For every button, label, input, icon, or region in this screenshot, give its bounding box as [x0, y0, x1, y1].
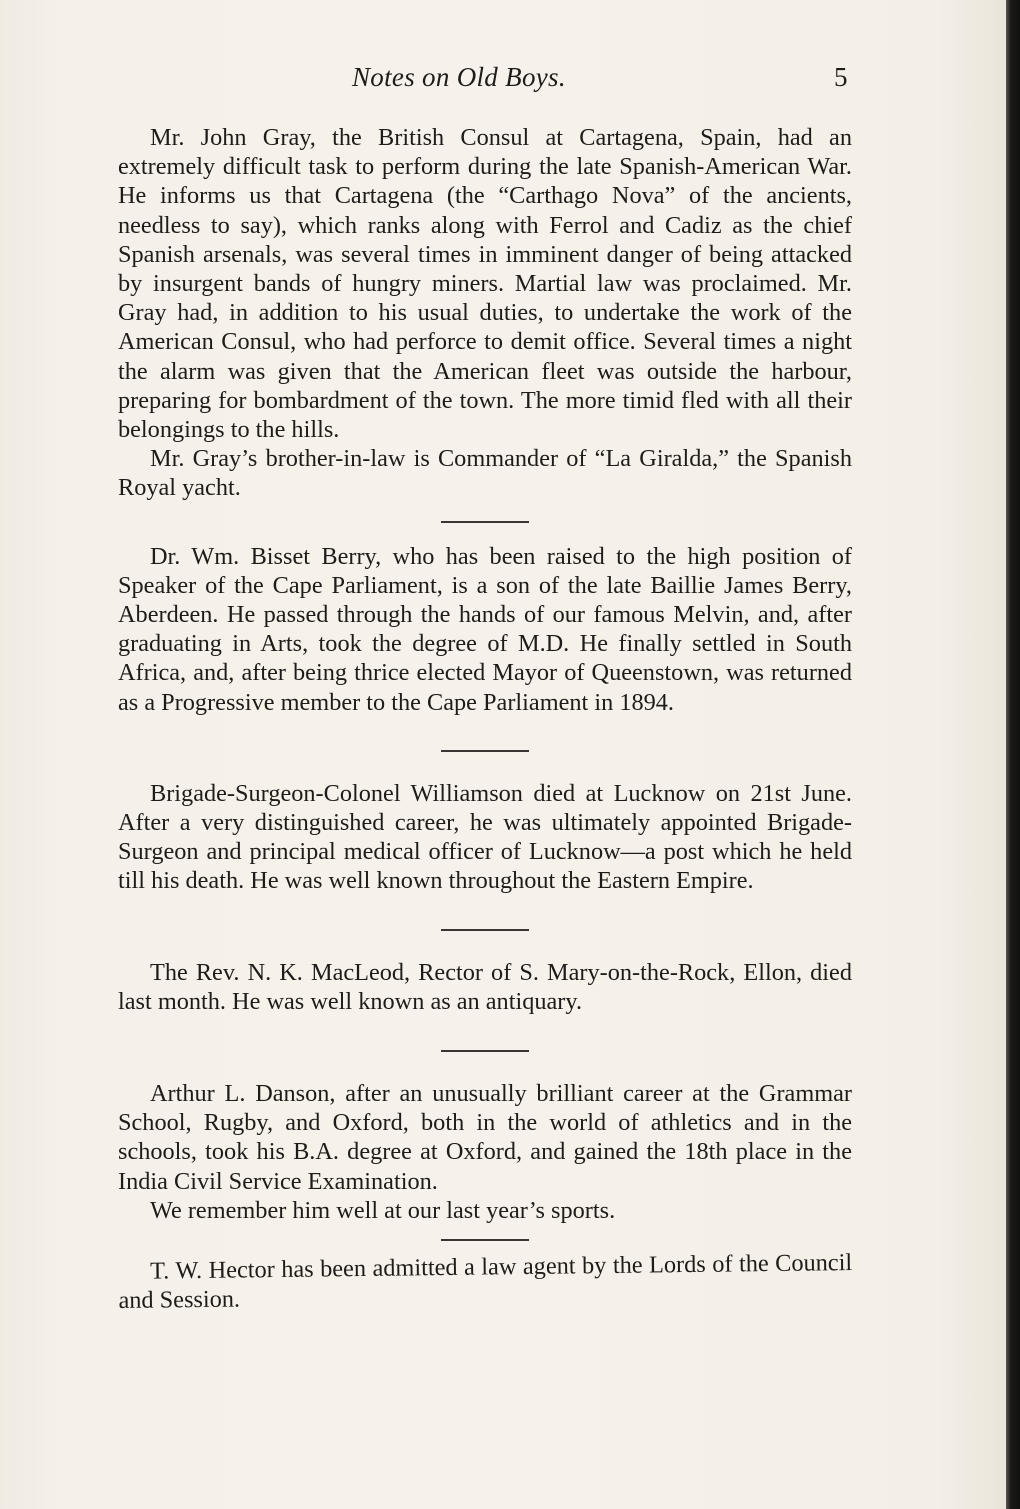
paragraph-gray-brother-in-law: Mr. Gray’s brother-in-law is Commander of “La Giralda,” the Spanish Royal yacht.: [118, 445, 852, 502]
running-title: Notes on Old Boys.: [352, 62, 566, 92]
paragraph-danson-sports: We remember him well at our last year’s sports.: [150, 1196, 616, 1224]
page-number: 5: [834, 62, 848, 92]
paragraph-john-gray: Mr. John Gray, the British Consul at Cartagena, Spain, had an extremely difficult task to perform during the late Spanish-American War. He informs us that Cartagena (the “Carthago Nova” of the ancients, needless to say), which ranks along with Ferrol and Cadiz as the chief Spanish arsenals, was several times in imminent danger of being attacked by insurgent bands of hungry miners. Martial law was proclaimed. Mr. Gray had, in addition to his usual duties, to undertake the work of the American Consul, who had perforce to demit office. Several times a night the alarm was given that the American fleet was outside the harbour, preparing for bombardment of the town. The more timid fled with all their belongings to the hills.: [118, 124, 852, 444]
paragraph-macleod: The Rev. N. K. MacLeod, Rector of S. Mary-on-the-Rock, Ellon, died last month. He was well known as an antiquary.: [118, 958, 852, 1015]
section-divider: [441, 1239, 529, 1241]
section-divider: [441, 929, 529, 931]
paragraph-hector: T. W. Hector has been admitted a law agent by the Lords of the Council and Session.: [118, 1249, 853, 1315]
section-divider: [441, 750, 529, 752]
paragraph-danson: Arthur L. Danson, after an unusually brilliant career at the Grammar School, Rugby, and Oxford, both in the world of athletics and in the schools, took his B.A. degree at Oxford, and gained the 18th place in the India Civil Service Examination.: [118, 1080, 852, 1195]
book-spine-shadow: [1006, 0, 1020, 1509]
running-header: [0, 62, 1020, 102]
section-divider: [441, 1050, 529, 1052]
section-divider: [441, 521, 529, 523]
paragraph-williamson: Brigade-Surgeon-Colonel Williamson died at Lucknow on 21st June. After a very distinguished career, he was ultimately appointed Brigade-Surgeon and principal medical officer of Lucknow—a post which he held till his death. He was well known throughout the Eastern Empire.: [118, 779, 852, 895]
page-body: [118, 123, 852, 1316]
paragraph-bisset-berry: Dr. Wm. Bisset Berry, who has been raised to the high position of Speaker of the Cape Parliament, is a son of the late Baillie James Berry, Aberdeen. He passed through the hands of our famous Melvin, and, after graduating in Arts, took the degree of M.D. He finally settled in South Africa, and, after being thrice elected Mayor of Queenstown, was returned as a Progressive member to the Cape Parliament in 1894.: [118, 542, 852, 716]
